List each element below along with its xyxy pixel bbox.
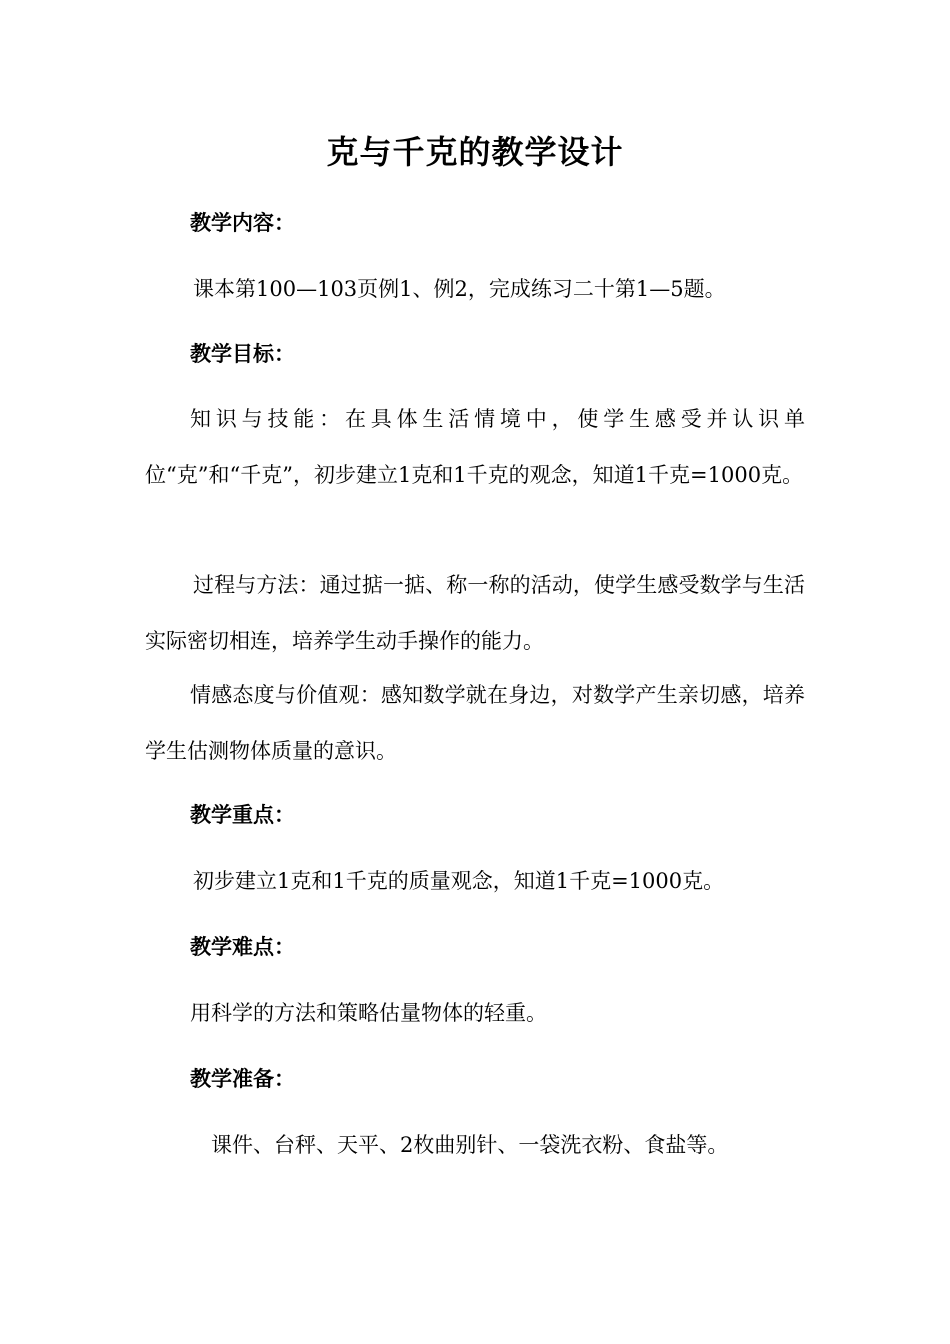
section-heading-content: 教学内容： <box>190 210 295 235</box>
section-heading-difficulty: 教学难点： <box>190 934 295 959</box>
section-text-content: 课本第100—103页例1、例2，完成练习二十第1—5题。 <box>193 277 726 301</box>
section-heading-preparation: 教学准备： <box>190 1066 295 1091</box>
section-heading-goals: 教学目标： <box>190 341 295 366</box>
section-text-preparation: 课件、台秤、天平、2枚曲别针、一袋洗衣粉、食盐等。 <box>211 1133 729 1157</box>
section-heading-key: 教学重点： <box>190 802 295 827</box>
document-title: 克与千克的教学设计 <box>326 133 624 171</box>
section-text-key: 初步建立1克和1千克的质量观念，知道1千克=1000克。 <box>193 869 725 893</box>
goal-process: 过程与方法：通过掂一掂、称一称的活动，使学生感受数学与生活实际密切相连，培养学生动手操作的能力。 <box>145 573 805 653</box>
goal-emotion: 情感态度与价值观：感知数学就在身边，对数学产生亲切感，培养学生估测物体质量的意识。 <box>145 683 805 763</box>
section-text-difficulty: 用科学的方法和策略估量物体的轻重。 <box>190 1001 547 1025</box>
goal-knowledge: 知识与技能：在具体生活情境中，使学生感受并认识单位“克”和“千克”，初步建立1克和1千克的观念，知道1千克=1000克。 <box>145 407 805 487</box>
